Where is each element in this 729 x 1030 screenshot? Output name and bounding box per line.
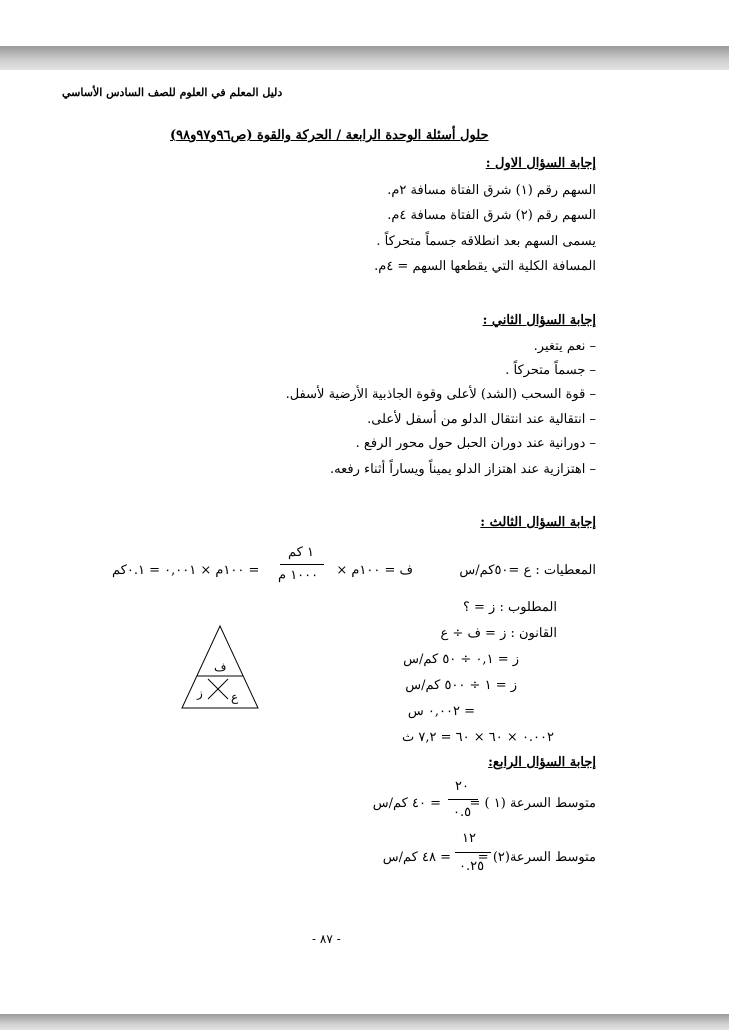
q2-line: – انتقالية عند انتقال الدلو من أسفل لأعلى. [367, 412, 596, 427]
q1-line: السهم رقم (٢) شرق الفتاة مسافة ٤م. [387, 208, 596, 223]
speed1-denominator: ٠.٥ [453, 805, 472, 820]
q1-line: يسمى السهم بعد انطلاقه جسماً متحركاً . [376, 234, 596, 249]
q2-line: – اهتزازية عند اهتزاز الدلو يميناً ويساراً أثناء رفعه. [329, 462, 596, 477]
q4-heading: إجابة السؤال الرابع: [488, 755, 596, 770]
running-header: دليل المعلم في العلوم للصف السادس الأساسي [62, 86, 283, 99]
speed2-result: = ٤٨ كم/س [382, 850, 451, 865]
speed1-result: = ٤٠ كم/س [372, 796, 441, 811]
speed2-denominator: ٠.٢٥ [459, 859, 485, 874]
q2-heading: إجابة السؤال الثاني : [482, 313, 596, 328]
q1-line: المسافة الكلية التي يقطعها السهم = ٤م. [374, 259, 596, 274]
q1-line: السهم رقم (١) شرق الفتاة مسافة ٢م. [387, 183, 596, 198]
q3-law: القانون : ز = ف ÷ ع [440, 626, 557, 641]
q2-line: – دورانية عند دوران الحبل حول محور الرفع . [355, 436, 596, 451]
footer-band [0, 1014, 729, 1030]
triangle-right-label: ع [231, 690, 239, 704]
q3-distance-expression: ف = ١٠٠م × [336, 563, 413, 578]
q2-line: – نعم يتغير. [533, 339, 596, 354]
page-title: حلول أسئلة الوحدة الرابعة / الحركة والقوة (ص٩٦و٩٧و٩٨) [170, 128, 489, 143]
q2-line: – جسماً متحركاً . [505, 363, 596, 378]
q3-step: ز = ١ ÷ ٥٠٠ كم/س [405, 678, 517, 693]
speed1-label: متوسط السرعة (١ ) = [469, 796, 596, 811]
q1-heading: إجابة السؤال الاول : [485, 156, 596, 171]
q3-step: ٠.٠٠٢ × ٦٠ × ٦٠ = ٧,٢ ث [402, 730, 554, 745]
q3-step: = ٠,٠٠٢ س [407, 704, 475, 719]
page-number: - ٨٧ - [312, 932, 341, 946]
q3-givens: المعطيات : ع =٥٠كم/س [459, 563, 596, 578]
q3-fraction-numerator: ١ كم [288, 545, 314, 560]
q3-distance-result: = ١٠٠م × ٠,٠٠١ = ٠.١كم [112, 563, 260, 578]
speed2-label: متوسط السرعة(٢) = [477, 850, 596, 865]
triangle-top-label: ف [214, 660, 227, 674]
q3-heading: إجابة السؤال الثالث : [480, 515, 596, 530]
speed1-numerator: ٢٠ [455, 779, 469, 794]
q3-step: ز = ٠,١ ÷ ٥٠ كم/س [403, 652, 519, 667]
q3-fraction-bar [280, 564, 324, 565]
triangle-left-label: ز [197, 686, 203, 700]
header-band [0, 46, 729, 70]
speed2-numerator: ١٢ [462, 831, 476, 846]
q3-required: المطلوب : ز = ؟ [463, 600, 557, 615]
q3-fraction-denominator: ١٠٠٠ م [278, 568, 319, 583]
q2-line: – قوة السحب (الشد) لأعلى وقوة الجاذبية الأرضية لأسفل. [285, 387, 596, 402]
